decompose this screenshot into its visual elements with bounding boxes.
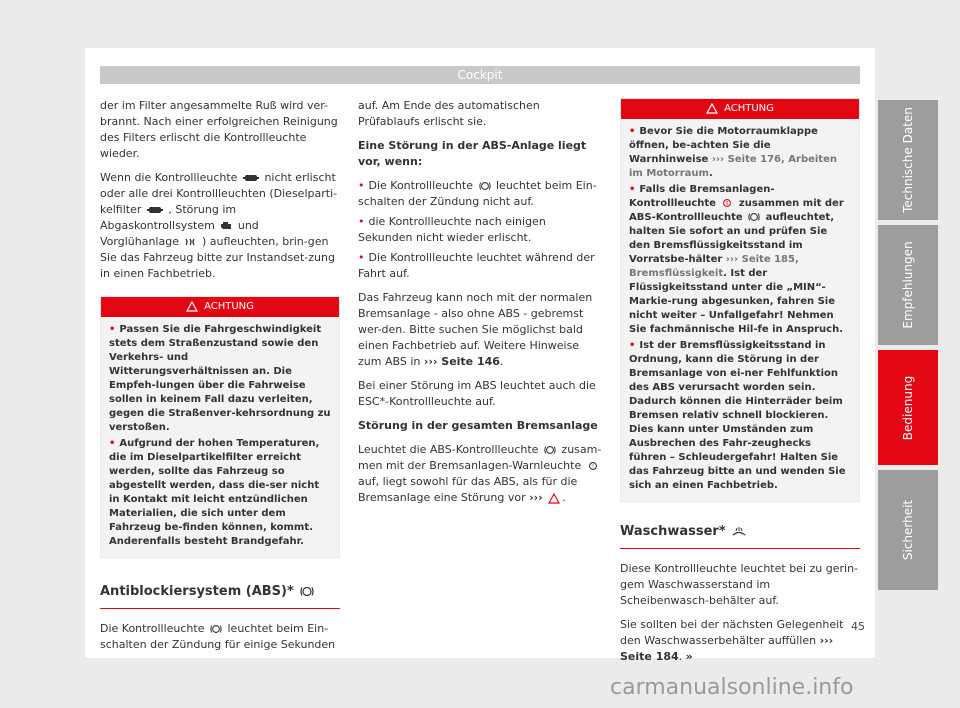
- diesel-filter-icon: [243, 174, 259, 182]
- column-3: [620, 98, 860, 673]
- page-link[interactable]: ››› Seite 185, Bremsflüssigkeit: [629, 254, 799, 279]
- paragraph: Wenn die Kontrollleuchte nicht erlischt oder alle drei Kontrollleuchten (Dieselparti-kelfilter , Störung im Abgaskontrollsystem und Vorglühanlage ) aufleuchten, brin-gen Sie das Fahrzeug bitte zur Instandset-zung in einen Fachbetrieb.: [100, 171, 338, 280]
- column-2: [358, 98, 602, 514]
- list-item: • Ist der Bremsflüssigkeitsstand in Ordnung, kann die Störung in der Bremsanlage von ei-ner Fehlfunktion des ABS verursacht worden sein. Dadurch können die Hinterräder beim Bremsen relativ schnell blockieren. Dies kann unter Umständen zum Ausbrechen des Fahr-zeughecks führen – Schleudergefahr! Halten Sie das Fahrzeug bitte an und wenden Sie sich an einen Fachbetrieb.: [629, 340, 846, 491]
- warning-triangle-icon: [186, 301, 198, 312]
- list-item: • Bevor Sie die Motorraumklappe öffnen, be-achten Sie die Warnhinweise ››› Seite 176, Arbeiten im Motorraum.: [629, 126, 837, 179]
- diesel-filter-icon: [147, 206, 163, 214]
- paragraph: Die Kontrollleuchte leuchtet beim Ein-schalten der Zündung für einige Sekunden: [100, 622, 336, 651]
- list-item: • Die Kontrollleuchte leuchtet beim Ein-schalten der Zündung nicht auf.: [358, 179, 597, 208]
- warning-header: ACHTUNG: [621, 99, 859, 119]
- washer-fluid-icon: [732, 526, 746, 538]
- paragraph: auf. Am Ende des automatischen Prüfablaufs erlischt sie.: [358, 99, 540, 128]
- paragraph: Bei einer Störung im ABS leuchtet auch die ESC*-Kontrollleuchte auf.: [358, 379, 596, 408]
- page-link[interactable]: ››› Seite 146: [423, 355, 500, 368]
- svg-text:!: !: [726, 201, 729, 208]
- brake-warning-icon: [721, 198, 733, 208]
- paragraph: Sie sollten bei der nächsten Gelegenheit den Waschwasserbehälter auffüllen ››› Seite 184. »: [620, 618, 844, 663]
- warning-triangle-icon: [706, 103, 718, 114]
- list-item: • Passen Sie die Fahrgeschwindigkeit stets dem Straßenzustand sowie den Verkehrs- und Witterungsverhältnissen an. Die Empfeh-lungen über die Fahrweise sollen in keinem Fall dazu verleiten, gegen die Straßenver-kehrsordnung zu verstoßen.: [109, 324, 331, 433]
- abs-icon: [300, 586, 314, 597]
- warning-body: [621, 119, 859, 501]
- section-title: Waschwasser*: [620, 524, 860, 549]
- page-number: 45: [851, 620, 865, 633]
- warning-triangle-icon: [548, 493, 560, 504]
- warning-header: ACHTUNG: [101, 297, 339, 317]
- page-link[interactable]: ››› Seite 184: [620, 634, 834, 663]
- subheading: Störung in der gesamten Bremsanlage: [358, 419, 598, 432]
- brake-warning-icon: [587, 461, 599, 471]
- abs-icon: [210, 624, 222, 634]
- paragraph: Diese Kontrollleuchte leuchtet bei zu gerin-gem Waschwasserstand im Scheibenwasch-behälter auf.: [620, 562, 859, 607]
- warning-body: [101, 317, 339, 557]
- page-header: Cockpit: [100, 66, 860, 84]
- abs-icon: [748, 212, 760, 222]
- abs-icon: [544, 445, 556, 455]
- watermark: carmanualsonline.info: [610, 675, 854, 700]
- list-item: • Die Kontrollleuchte leuchtet während der Fahrt auf.: [358, 251, 595, 280]
- tab-technische-daten[interactable]: Technische Daten: [878, 100, 938, 220]
- tab-sicherheit[interactable]: Sicherheit: [878, 470, 938, 590]
- engine-icon: [220, 221, 232, 231]
- paragraph: der im Filter angesammelte Ruß wird ver-brannt. Nach einer erfolgreichen Reinigung des Filters erlischt die Kontrollleuchte wieder.: [100, 99, 338, 160]
- tab-bedienung[interactable]: Bedienung: [878, 350, 938, 465]
- paragraph: Das Fahrzeug kann noch mit der normalen Bremsanlage - also ohne ABS - gebremst wer-den. Bitte suchen Sie möglichst bald einen Fachbetrieb auf. Weitere Hinweise zum ABS in ››› Seite 146.: [358, 291, 593, 368]
- section-title: Antiblockiersystem (ABS)*: [100, 584, 340, 609]
- list-item: • Falls die Bremsanlagen-Kontrollleuchte ! zusammen mit der ABS-Kontrollleuchte aufleuchtet, halten Sie sofort an und prüfen Sie den Bremsflüssigkeitsstand im Vorratsbe-hälter ››› Seite 185, Bremsflüssigkeit. Ist der Flüssigkeitsstand unter die „MIN“-Markie-rung abgesunken, fahren Sie nicht weiter – Unfallgefahr! Nehmen Sie fachmännische Hil-fe in Anspruch.: [629, 184, 844, 335]
- warning-box: [620, 98, 860, 502]
- cross-reference-arrow[interactable]: ›››: [529, 491, 543, 504]
- page-link[interactable]: ››› Seite 176, Arbeiten im Motorraum: [629, 154, 837, 179]
- column-1: [100, 98, 340, 661]
- abs-icon: [479, 181, 491, 191]
- paragraph: Leuchtet die ABS-Kontrollleuchte zusam-men mit der Bremsanlagen-Warnleuchte ! auf, liegt sowohl für das ABS, als für die Bremsanlage eine Störung vor ››› .: [358, 443, 602, 504]
- svg-text:!: !: [591, 464, 594, 471]
- list-item: • Aufgrund der hohen Temperaturen, die im Dieselpartikelfilter erreicht werden, sollte das Fahrzeug so abgestellt werden, dass die-ser nicht in Kontakt mit leicht entzündlichen Materialien, die sich unter dem Fahrzeug be-finden können, kommt. Anderenfalls besteht Brandgefahr.: [109, 438, 320, 547]
- tab-empfehlungen[interactable]: Empfehlungen: [878, 225, 938, 345]
- continue-arrow[interactable]: »: [685, 650, 693, 663]
- list-item: • die Kontrollleuchte nach einigen Sekunden nicht wieder erlischt.: [358, 215, 546, 244]
- subheading: Eine Störung in der ABS-Anlage liegt vor, wenn:: [358, 139, 587, 168]
- warning-box: [100, 296, 340, 558]
- glow-plug-icon: [184, 237, 196, 247]
